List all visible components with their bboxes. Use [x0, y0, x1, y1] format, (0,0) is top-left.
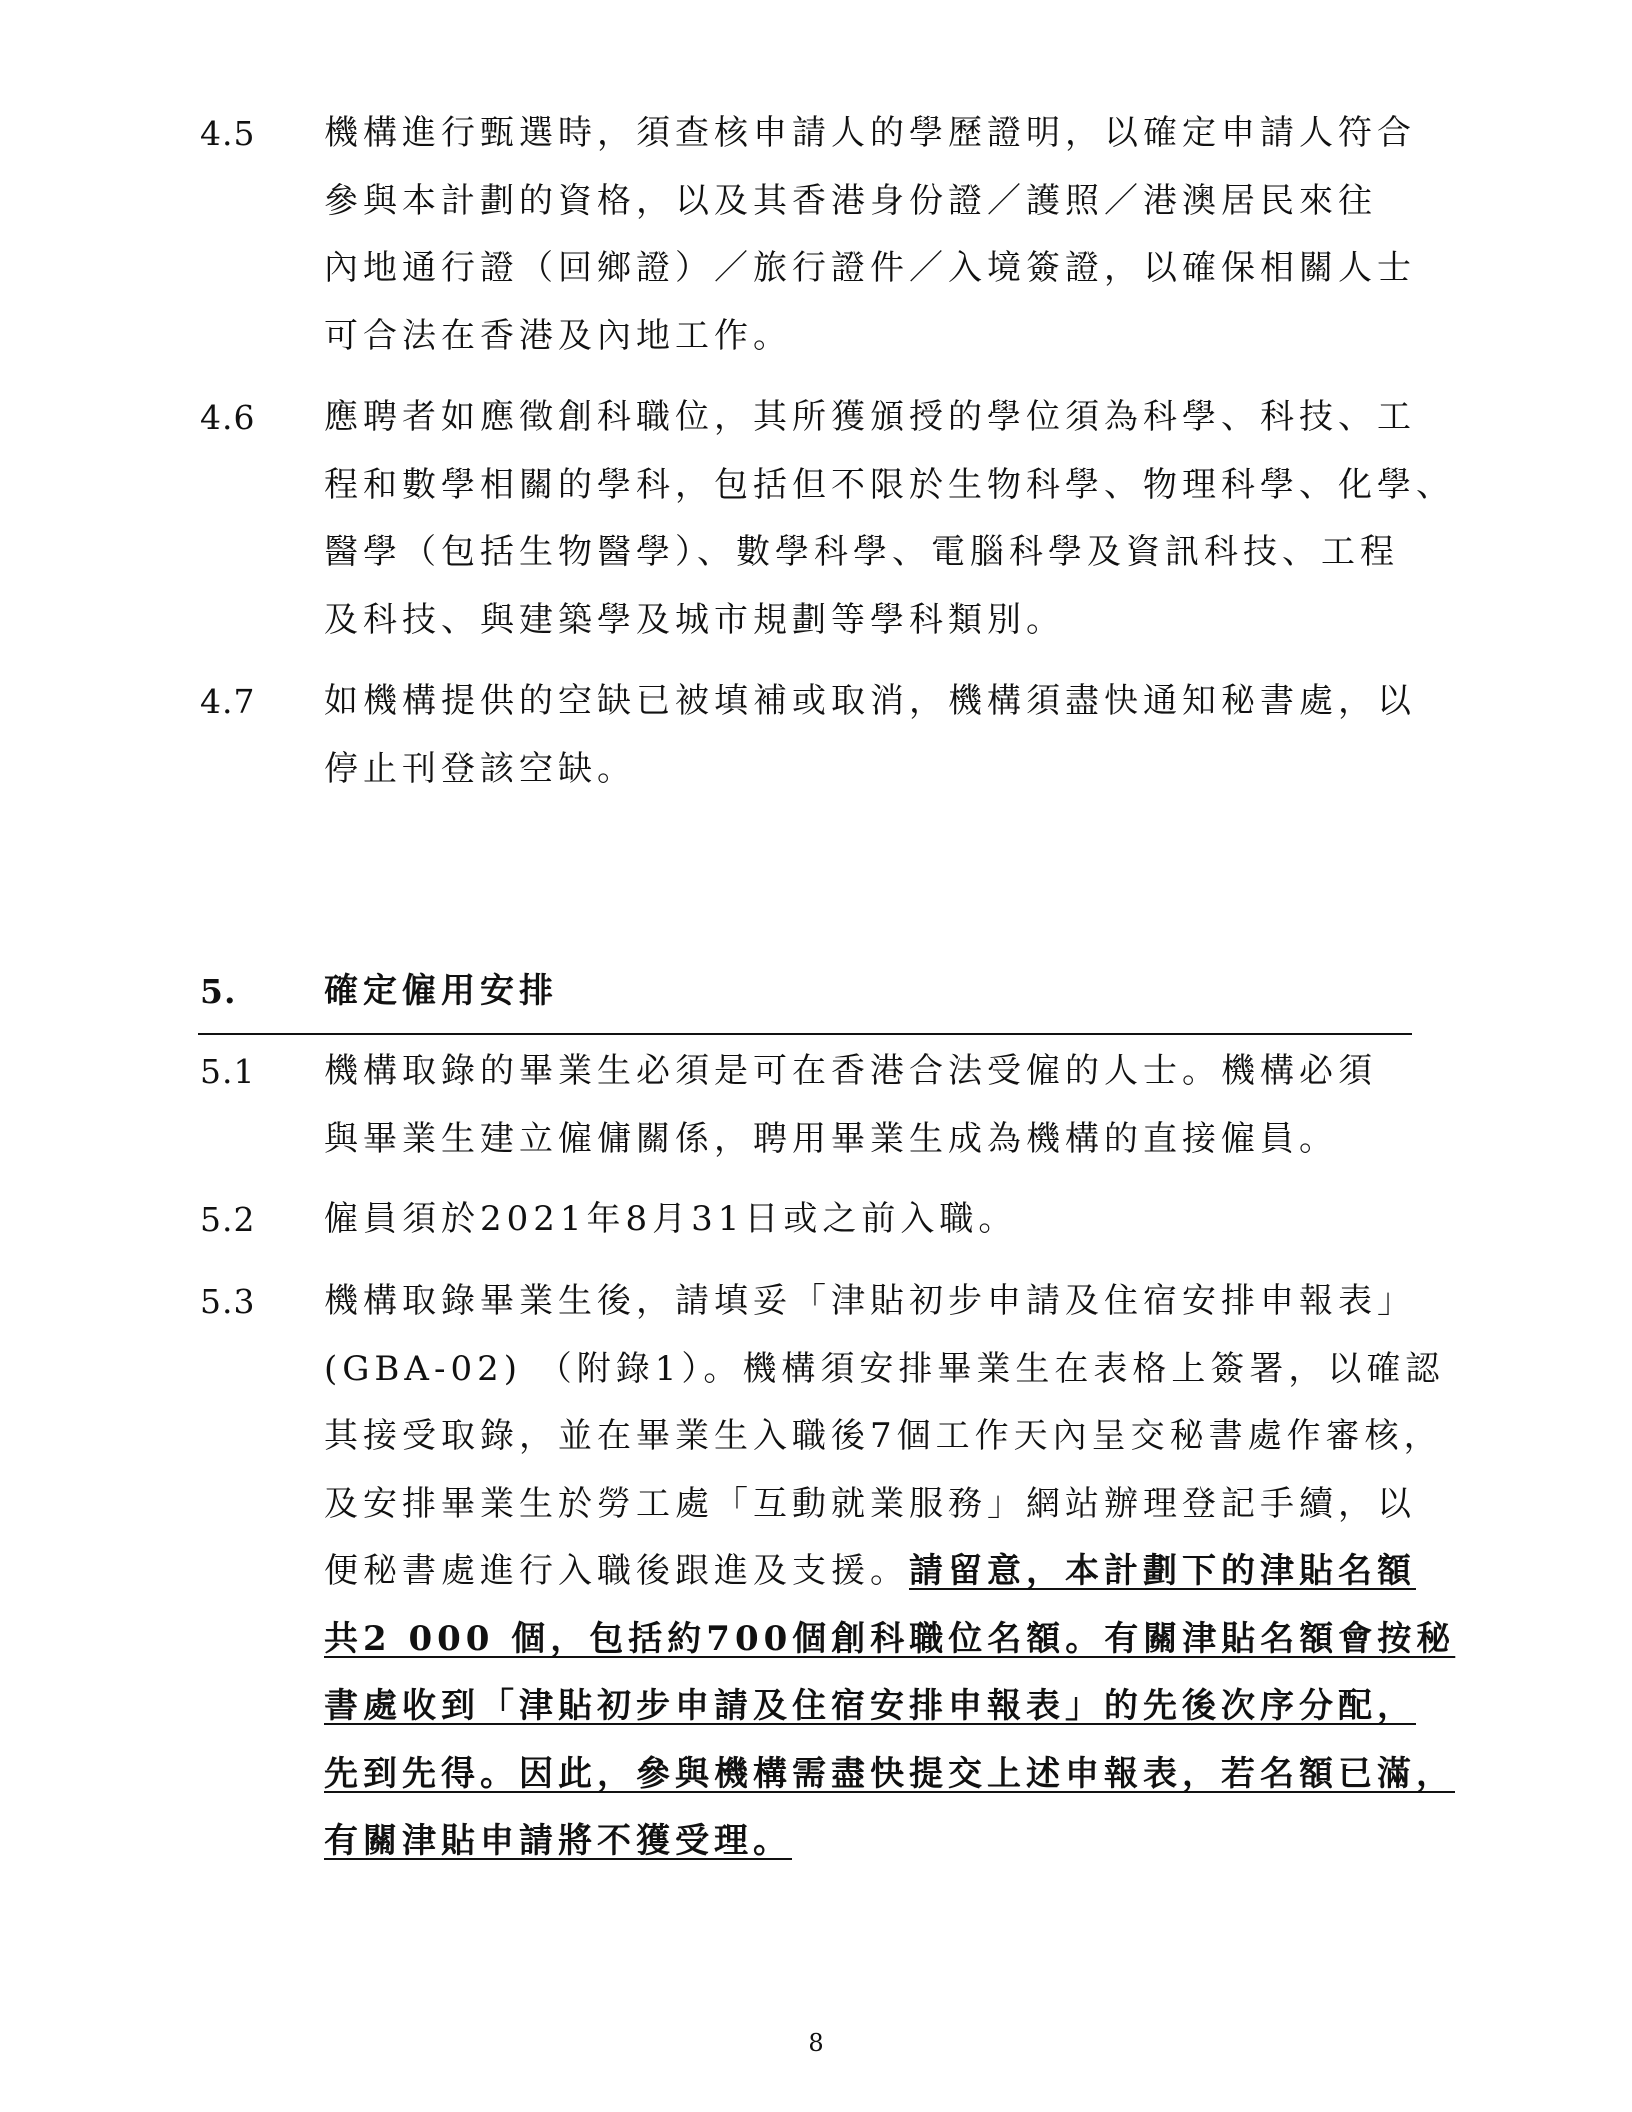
text-line: 僱員須於2021年8月31日或之前入職。 — [324, 1199, 1018, 1239]
text-line: 其接受取錄，並在畢業生入職後7個工作天內呈交秘書處作審核， — [324, 1416, 1443, 1456]
underlined-notice-text: 書處收到「津貼初步申請及住宿安排申報表」的先後次序分配， — [324, 1686, 1416, 1726]
section-divider — [198, 1033, 1412, 1035]
paragraph-body — [324, 1038, 1424, 1173]
underlined-notice-text: 請留意，本計劃下的津貼名額 — [909, 1551, 1416, 1591]
text-line: (GBA-02) （附錄1）。機構須安排畢業生在表格上簽署，以確認 — [324, 1348, 1445, 1389]
paragraph-body — [324, 668, 1424, 803]
paragraph-number: 4.6 — [200, 398, 256, 437]
text-line-mixed — [324, 1538, 1424, 1606]
text-line-underlined — [324, 1673, 1424, 1741]
text-line-underlined — [324, 1808, 1424, 1876]
paragraph-body — [324, 1268, 1456, 1876]
text-line: 程和數學相關的學科，包括但不限於生物科學、物理科學、化學、 — [324, 464, 1455, 505]
paragraph-number: 4.5 — [200, 114, 256, 153]
section-heading — [200, 958, 1420, 1030]
text-line: 可合法在香港及內地工作。 — [324, 315, 792, 356]
text-line: 應聘者如應徵創科職位，其所獲頒授的學位須為科學、科技、工 — [324, 397, 1416, 437]
text-line: 與畢業生建立僱傭關係，聘用畢業生成為機構的直接僱員。 — [324, 1118, 1338, 1159]
paragraph-number: 5.3 — [200, 1282, 256, 1321]
paragraph-body — [324, 1186, 1424, 1254]
section-number: 5. — [200, 972, 237, 1011]
page-number: 8 — [808, 2029, 824, 2057]
paragraph-body — [324, 100, 1424, 370]
text-line: 醫學（包括生物醫學）、數學科學、電腦科學及資訊科技、工程 — [324, 532, 1399, 572]
underlined-notice-text: 先到先得。因此，參與機構需盡快提交上述申報表，若名額已滿， — [324, 1753, 1455, 1794]
text-line: 內地通行證（回鄉證）／旅行證件／入境簽證，以確保相關人士 — [324, 248, 1416, 288]
text-line-underlined — [324, 1741, 1455, 1809]
section-title: 確定僱用安排 — [324, 971, 558, 1011]
paragraph-number: 4.7 — [200, 682, 256, 721]
text-line: 機構取錄的畢業生必須是可在香港合法受僱的人士。機構必須 — [324, 1051, 1377, 1091]
text-line: 及科技、與建築學及城市規劃等學科類別。 — [324, 599, 1065, 640]
paragraph-number: 5.2 — [200, 1200, 256, 1239]
text-line-underlined — [324, 1606, 1456, 1674]
text-line: 機構進行甄選時，須查核申請人的學歷證明，以確定申請人符合 — [324, 113, 1416, 153]
text-line: 如機構提供的空缺已被填補或取消，機構須盡快通知秘書處，以 — [324, 681, 1416, 721]
paragraph-body — [324, 384, 1455, 654]
paragraph-number: 5.1 — [200, 1052, 256, 1091]
plain-text: 便秘書處進行入職後跟進及支援。 — [324, 1551, 909, 1591]
text-line: 及安排畢業生於勞工處「互動就業服務」網站辦理登記手續，以 — [324, 1483, 1416, 1524]
underlined-notice-text: 有關津貼申請將不獲受理。 — [324, 1821, 792, 1861]
text-line: 參與本計劃的資格，以及其香港身份證／護照／港澳居民來往 — [324, 180, 1377, 221]
underlined-notice-text: 共2 000 個，包括約700個創科職位名額。有關津貼名額會按秘 — [324, 1618, 1456, 1659]
text-line: 機構取錄畢業生後，請填妥「津貼初步申請及住宿安排申報表」 — [324, 1281, 1416, 1321]
text-line: 停止刊登該空缺。 — [324, 748, 636, 789]
